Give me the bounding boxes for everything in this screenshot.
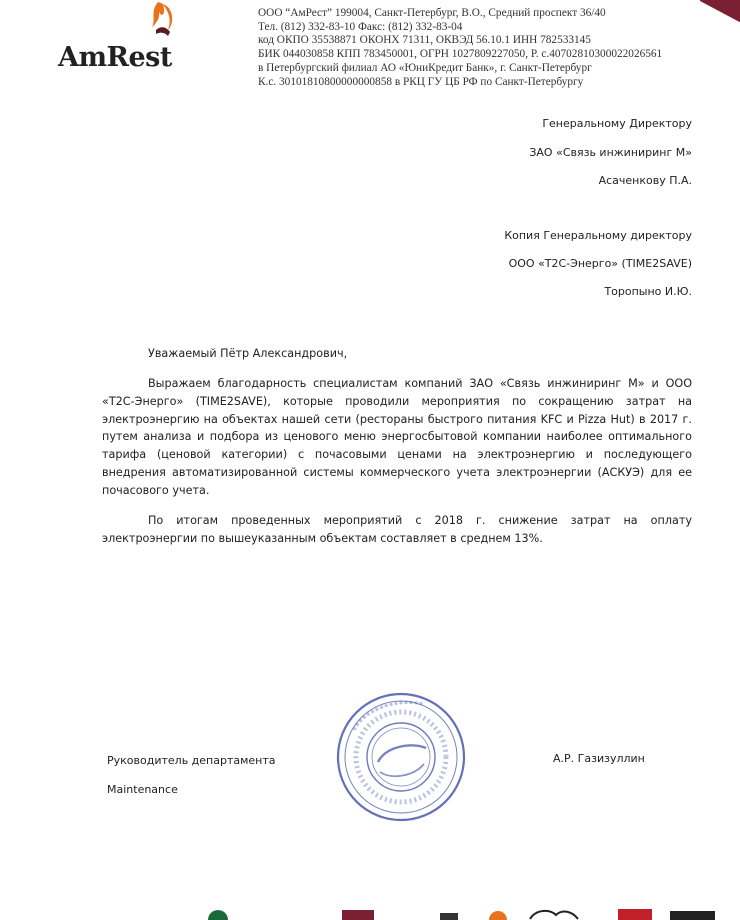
company-line: ООО “АмРест” 199004, Санкт-Петербург, В.О., Средний проспект 36/40 xyxy=(258,7,606,19)
paragraph-2-text: По итогам проведенных мероприятий с 2018 г. снижение затрат на оплату электроэнергии по вышеуказанным объектам составляет в среднем 13%. xyxy=(102,514,692,545)
signatory-title: Руководитель департамента xyxy=(107,754,276,767)
partner-logo-5 xyxy=(530,911,578,919)
flame-icon xyxy=(146,0,176,40)
partner-logo-7 xyxy=(670,911,715,920)
copy-company: ООО «Т2С-Энерго» (TIME2SAVE) xyxy=(508,257,692,270)
paragraph-2 xyxy=(102,512,692,548)
partner-logo-3 xyxy=(440,913,458,920)
partner-logo-2 xyxy=(342,910,374,920)
company-line: Тел. (812) 332-83-10 Факс: (812) 332-83-04 xyxy=(258,20,463,33)
signatory-name: А.Р. Газизуллин xyxy=(553,752,645,765)
paragraph-1-text: Выражаем благодарность специалистам компаний ЗАО «Связь инжиниринг М» и ООО «Т2С-Энерго» (TIME2SAVE), которые проводили мероприятия по сокращению затрат на электроэнергию на объектах нашей сети (рестораны быстрого питания KFC и Pizza Hut) в 2017 г. путем анализа и подбора из ценового меню энергосбытовой компании наиболее оптимального тарифа (ценовой категории) с почасовыми ценами на электроэнергию и последующего внедрения автоматизированной системы коммерческого учета электроэнергии (АСКУЭ) для ее почасового учета. xyxy=(102,377,692,497)
addressee-position: Генеральному Директору xyxy=(542,117,692,130)
signatory-department: Maintenance xyxy=(107,783,178,796)
partner-logos-strip xyxy=(200,905,740,920)
partner-logo-1 xyxy=(208,910,228,920)
addressee-name: Асаченкову П.А. xyxy=(598,174,692,187)
company-details xyxy=(258,7,728,89)
company-stamp xyxy=(334,690,468,824)
company-line: код ОКПО 35538871 ОКОНХ 71311, ОКВЭД 56.10.1 ИНН 782533145 xyxy=(258,34,591,47)
partner-logo-4 xyxy=(489,911,507,920)
copy-position: Копия Генеральному директору xyxy=(504,229,692,242)
amrest-logo xyxy=(58,0,203,80)
partner-logo-6 xyxy=(618,909,652,920)
paragraph-1 xyxy=(102,375,692,500)
company-line: в Петербургский филиал АО «ЮниКредит Банк», г. Санкт-Петербург xyxy=(258,61,592,74)
company-line: К.с. 30101810800000000858 в РКЦ ГУ ЦБ РФ по Санкт-Петербургу xyxy=(258,75,584,88)
company-line: БИК 044030858 КПП 783450001, ОГРН 1027809227050, Р. с.40702810300022026561 xyxy=(258,48,663,61)
copy-name: Торопыно И.Ю. xyxy=(604,285,692,298)
addressee-company: ЗАО «Связь инжиниринг М» xyxy=(529,146,692,159)
logo-wordmark: AmRest xyxy=(58,42,172,73)
greeting: Уважаемый Пётр Александрович, xyxy=(148,347,348,360)
